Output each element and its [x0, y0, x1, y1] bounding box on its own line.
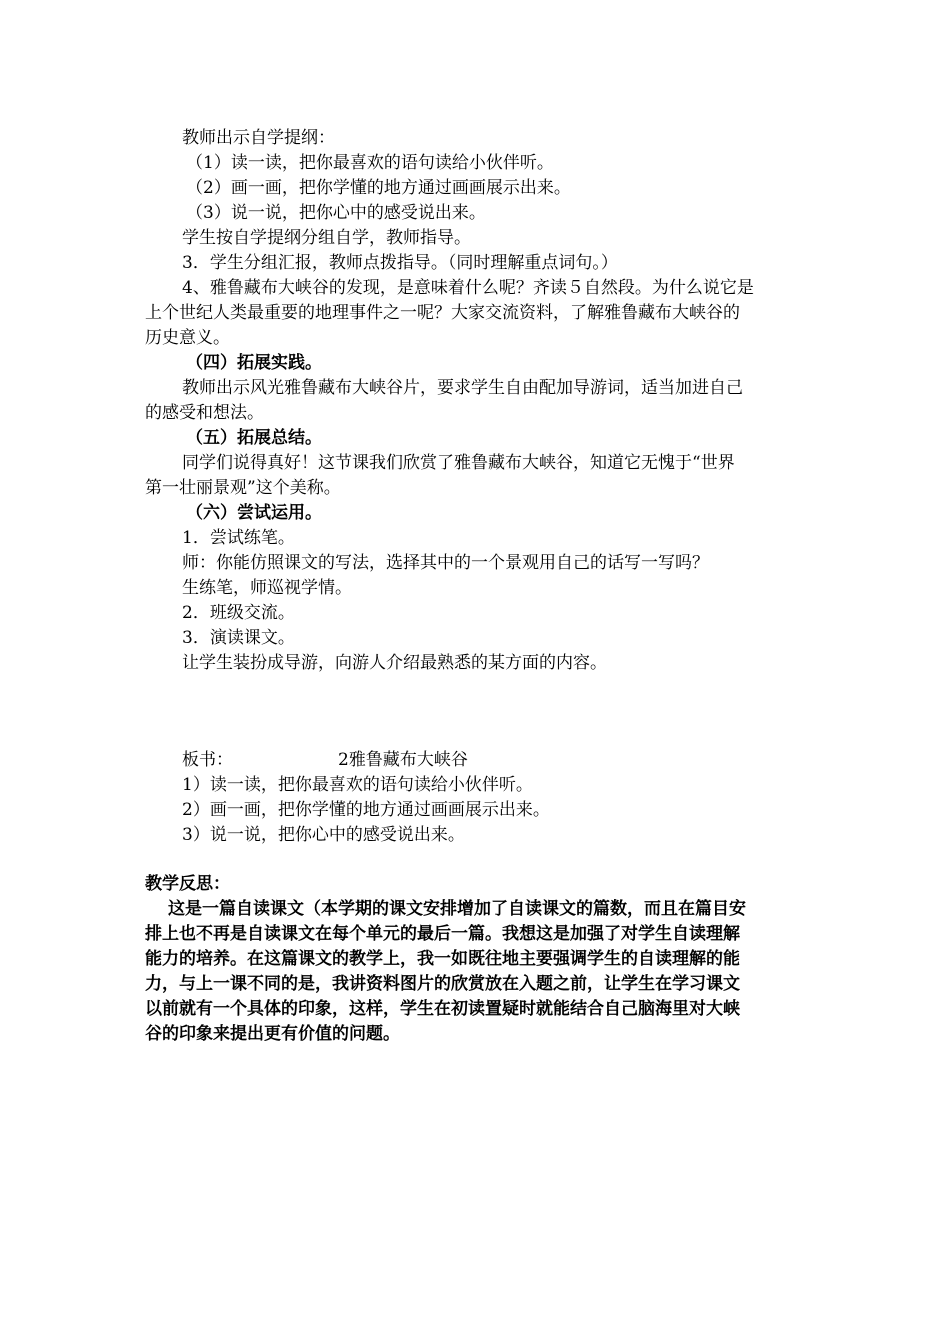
paragraph-line: 3．学生分组汇报，教师点拨指导。（同时理解重点词句。）	[182, 253, 618, 273]
outline-item-2: （2）画一画，把你学懂的地方通过画画展示出来。	[186, 178, 571, 198]
paragraph-line: 历史意义。	[145, 328, 230, 348]
paragraph-line: 2．班级交流。	[182, 603, 295, 623]
outline-item-3: （3）说一说，把你心中的感受说出来。	[186, 203, 486, 223]
paragraph-line: 4、雅鲁藏布大峡谷的发现，是意味着什么呢？齐读５自然段。为什么说它是	[182, 278, 754, 298]
paragraph-line: 3．演读课文。	[182, 628, 295, 648]
section-heading-6: （六）尝试运用。	[186, 503, 322, 523]
reflection-line: 力，与上一课不同的是，我讲资料图片的欣赏放在入题之前，让学生在学习课文	[145, 974, 740, 994]
paragraph-line: 师：你能仿照课文的写法，选择其中的一个景观用自己的话写一写吗？	[182, 553, 709, 573]
section-heading-5: （五）拓展总结。	[186, 428, 322, 448]
reflection-line: 这是一篇自读课文（本学期的课文安排增加了自读课文的篇数，而且在篇目安	[168, 899, 746, 919]
board-item: 3）说一说，把你心中的感受说出来。	[182, 825, 465, 845]
reflection-line: 谷的印象来提出更有价值的问题。	[145, 1024, 400, 1044]
paragraph-line: 教师出示风光雅鲁藏布大峡谷片，要求学生自由配加导游词，适当加进自己	[182, 378, 743, 398]
outline-intro: 教师出示自学提纲：	[182, 128, 335, 148]
paragraph-line: 第一壮丽景观”这个美称。	[145, 478, 341, 498]
board-item: 2）画一画，把你学懂的地方通过画画展示出来。	[182, 800, 550, 820]
outline-item-1: （1）读一读，把你最喜欢的语句读给小伙伴听。	[186, 153, 554, 173]
paragraph-line: 学生按自学提纲分组自学，教师指导。	[182, 228, 471, 248]
section-heading-4: （四）拓展实践。	[186, 353, 322, 373]
paragraph-line: 生练笔，师巡视学情。	[182, 578, 352, 598]
board-item: 1）读一读，把你最喜欢的语句读给小伙伴听。	[182, 775, 533, 795]
board-title: 2雅鲁藏布大峡谷	[338, 750, 468, 770]
reflection-line: 以前就有一个具体的印象，这样，学生在初读置疑时就能结合自己脑海里对大峡	[145, 999, 740, 1019]
paragraph-line: 同学们说得真好！这节课我们欣赏了雅鲁藏布大峡谷，知道它无愧于“世界	[182, 453, 735, 473]
reflection-line: 能力的培养。在这篇课文的教学上，我一如既往地主要强调学生的自读理解的能	[145, 949, 740, 969]
paragraph-line: 让学生装扮成导游，向游人介绍最熟悉的某方面的内容。	[182, 653, 607, 673]
reflection-line: 排上也不再是自读课文在每个单元的最后一篇。我想这是加强了对学生自读理解	[145, 924, 740, 944]
paragraph-line: 的感受和想法。	[145, 403, 264, 423]
paragraph-line: 上个世纪人类最重要的地理事件之一呢？大家交流资料，了解雅鲁藏布大峡谷的	[145, 303, 740, 323]
reflection-heading: 教学反思：	[145, 874, 230, 894]
board-label: 板书：	[182, 750, 233, 770]
paragraph-line: 1．尝试练笔。	[182, 528, 295, 548]
